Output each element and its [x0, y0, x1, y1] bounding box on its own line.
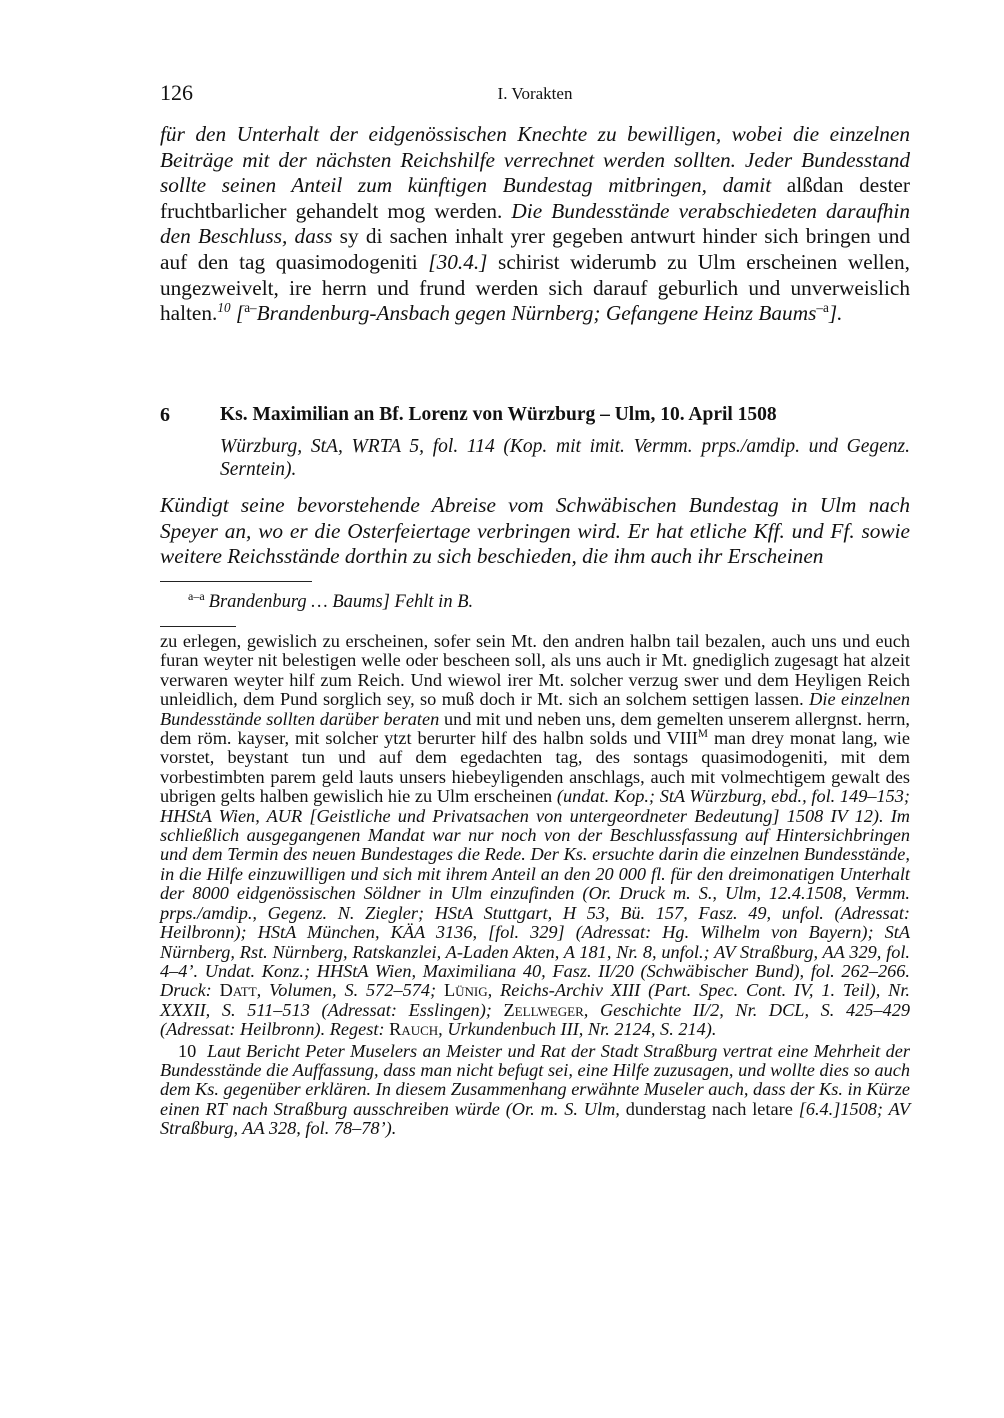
editorial-italic: [6.4.]1508; AV Straßburg, AA 328, fol. 78–78’).	[160, 1098, 910, 1139]
variant-mark-open[interactable]: a–	[244, 300, 257, 316]
source-quote: dunderstag nach letare	[619, 1098, 799, 1119]
main-text	[160, 122, 910, 327]
entry-number: 6	[160, 404, 170, 426]
source-quote: man drey monat lang, wie vorstet, beystant tun und auf dem egedachten tag, des sontags quasimodogeniti, mit dem vorbestimbten parem geld lauts unsers hiebeyligenden anschlags, auch mit volmechtigem gewalt des ubrigen gelts halben gewislich hie zu Ulm erscheinen	[160, 728, 910, 807]
source-quote: zu erlegen, gewislich zu erscheinen, sofer sein Mt. den andren halbn tail bezalen, auch uns und euch furan weyter nit belestigen welle oder bescheen soll, als uns auch ir Mt. gnediglich zugesagt hat alzeit verwaren weyter hilf zum Reich. Und wiewol irer Mt. solcher verzug swer und dem Heyligen Reich unleidlich, dem Pund sorglich sey, so muß doch ir Mt. sich an solchem settigen lassen.	[160, 631, 910, 710]
editorial-italic: ].	[828, 301, 843, 326]
editorial-italic: Brandenburg-Ansbach gegen Nürnberg; Gefangene Heinz Baums	[256, 301, 817, 326]
editorial-italic: Die Bundesstände verabschiedeten daraufhin den Beschluss, dass	[160, 198, 911, 249]
author-name: Rauch	[389, 1019, 439, 1040]
author-name: Zellweger	[503, 999, 584, 1020]
source-quote: und mit und neben uns, dem gemelten unserem allergnst. herrn, dem röm. kayser, mit solcher ytzt berurter hilf des halbn solds und VIII	[160, 708, 910, 749]
source-quote: sy di sachen inhalt yrer gegeben antwurt hinder sich bringen und auf den tag quasimodogeniti	[160, 224, 910, 274]
footnote-10	[160, 1042, 910, 1139]
author-name: Datt	[219, 980, 257, 1001]
superscript-m: M	[697, 727, 708, 740]
footnotes	[160, 632, 910, 1139]
entry-source: Würzburg, StA, WRTA 5, fol. 114 (Kop. mit imit. Vermm. prps./amdip. und Gegenz. Serntein).	[220, 436, 910, 480]
running-title: I. Vorakten	[497, 84, 573, 103]
entry-title: Ks. Maximilian an Bf. Lorenz von Würzburg – Ulm, 10. April 1508	[220, 404, 777, 425]
author-name: Lünig	[443, 980, 488, 1001]
source-quote: alßdan dester fruchtbarlicher gehandelt mog werden.	[160, 173, 910, 223]
editorial-italic: (undat. Kop.; StA Würzburg, ebd., fol. 149–153; HHStA Wien, AUR [Geistliche und Privatsachen von untergeordneter Bedeutung] 1508 IV 12). Im schließlich ausgegangenen Mandat war nur noch von der Beschlussfassung auf Hintersichbringen und dem Termin des neuen Bundestages die Rede. Der Ks. ersuchte darin die einzelnen Bundesstände, in die Hilfe einzuwilligen und sich mit ihrem Anteil an den 20 000 fl. für den dreimonatigen Unterhalt der 8000 eidgenössischen Söldner in Ulm einzufinden (Or. Druck m. S., Ulm, 12.4.1508, Vermm. prps./amdip., Gegenz. N. Ziegler; HStA Stuttgart, H 53, Bü. 157, Fasz. 49, unfol. (Adressat: Heilbronn); HStA München, KÄA 3136, [fol. 329] (Adressat: Hg. Wilhelm von Bayern); StA Nürnberg, Rst. Nürnberg, Ratskanzlei, A-Laden Akten, A 181, Nr. 8, unfol.; AV Straßburg, AA 329, fol. 4–4’. Undat. Konz.; HHStA Wien, Maximiliana 40, Fasz. II/20 (Schwäbischer Bund), fol. 262–266. Druck: Datt, Volumen, S. 572–574; Lünig, Reichs-Archiv XIII (Part. Spec. Cont. IV, 1. Teil), Nr. XXXII, S. 511–513 (Adressat: Esslingen); Zellweger, Geschichte II/2, Nr. DCL, S. 425–429 (Adressat: Heilbronn). Regest: Rauch, Urkundenbuch III, Nr. 2124, S. 214).	[160, 786, 911, 1040]
footnote-divider	[160, 581, 312, 582]
page-number: 126	[160, 80, 193, 105]
variant-note-text: Brandenburg … Baums] Fehlt in B.	[208, 592, 474, 613]
footnote-ref-10[interactable]: 10	[217, 300, 231, 316]
footnote-number: 10	[178, 1040, 197, 1061]
page-header	[160, 80, 910, 110]
variant-note-mark: a–a	[188, 589, 205, 603]
editorial-italic: Die einzelnen Bundesstände sollten darüber beraten	[160, 689, 910, 729]
footnote-continuation	[160, 632, 910, 1040]
source-quote: schirist widerumb zu Ulm erscheinen wellen, ungezweivelt, ire herrn und frund werden sich darauf geburlich und unverweislich halten.	[160, 249, 910, 326]
footnote-divider	[160, 626, 236, 627]
date-resolution: [30.4.]	[428, 249, 488, 274]
variant-note	[188, 589, 473, 613]
entry-regest: Kündigt seine bevorstehende Abreise vom Schwäbischen Bundestag in Ulm nach Speyer an, wo er die Osterfeiertage verbringen wird. Er hat etliche Kff. und Ff. sowie weitere Reichsstände dorthin zu sich beschieden, die ihm auch ihr Erscheinen	[160, 493, 910, 568]
editorial-italic: [	[230, 301, 245, 326]
variant-mark-close[interactable]: –a	[816, 300, 829, 316]
editorial-italic: für den Unterhalt der eidgenössischen Knechte zu bewilligen, wobei die einzelnen Beiträge mit der nächsten Reichshilfe verrechnet werden sollten. Jeder Bundesstand sollte seinen Anteil zum künftigen Bundestag mitbringen, damit	[160, 122, 910, 198]
main-paragraph	[160, 122, 910, 327]
editorial-italic: Laut Bericht Peter Muselers an Meister und Rat der Stadt Straßburg vertrat eine Mehrheit der Bundesstände die Auffassung, dass man nicht befugt sei, eine Hilfe zuzusagen, und wollte dies so auch dem Ks. gegenüber erklären. In diesem Zusammenhang erwähnte Museler auch, dass der Ks. in Kürze einen RT nach Straßburg ausschreiben würde (Or. m. S. Ulm,	[160, 1040, 911, 1119]
